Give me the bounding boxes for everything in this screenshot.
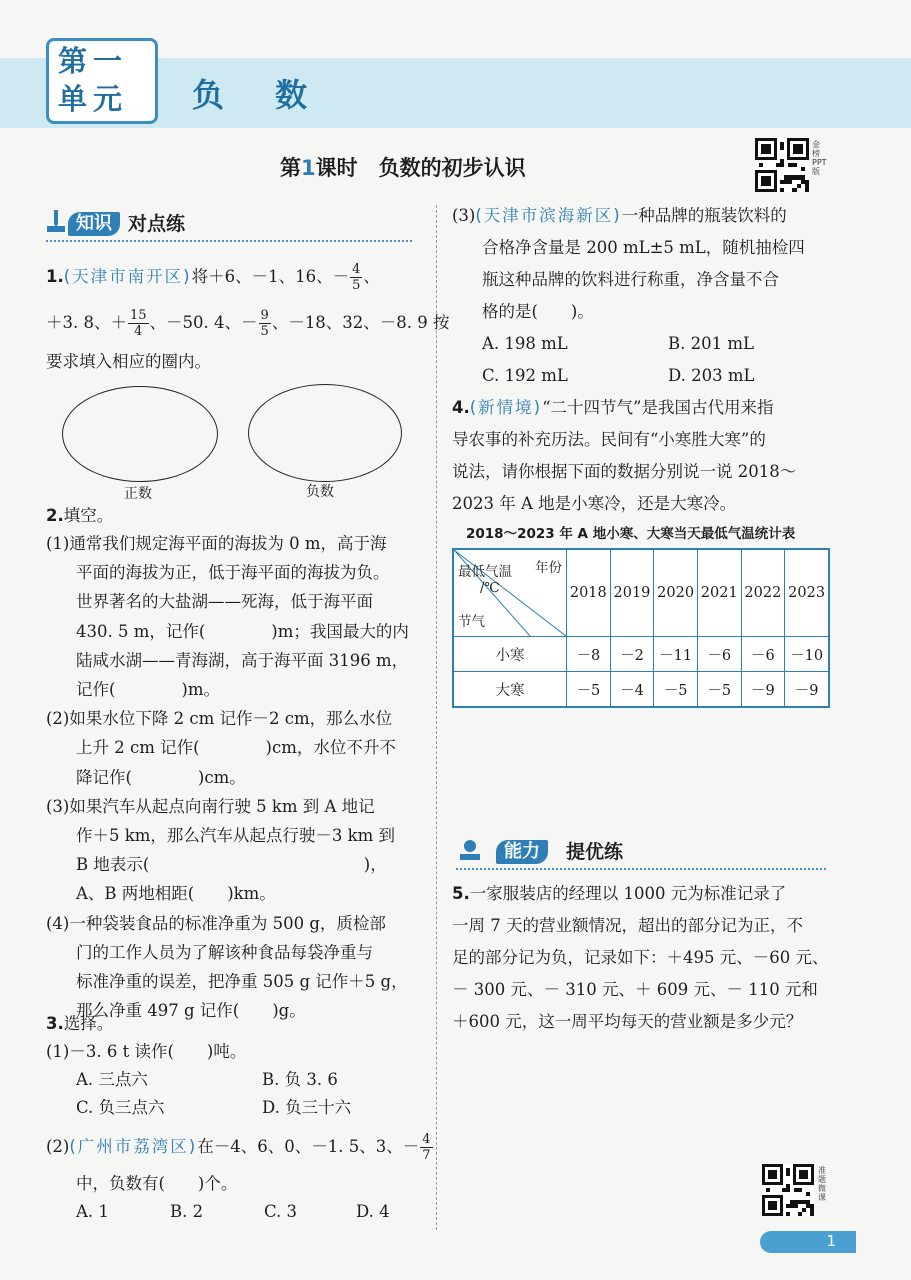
fraction: $\frac{4}{7}$ bbox=[422, 1132, 431, 1163]
diag-temp-label: 最低气温 bbox=[458, 564, 512, 580]
value-cell: －6 bbox=[741, 637, 785, 672]
table-row bbox=[453, 637, 829, 672]
q2-line: (2)如果水位下降 2 cm 记作－2 cm，那么水位 bbox=[46, 709, 393, 729]
year-cell: 2022 bbox=[741, 549, 785, 637]
q3-part2-line2: 中，负数有( )个。 bbox=[76, 1174, 238, 1193]
q3-part3-line3: 瓶这种品牌的饮料进行称重，净含量不合 bbox=[482, 270, 779, 289]
q3-p2-opt-c[interactable]: C. 3 bbox=[264, 1202, 298, 1221]
pencil-book-icon bbox=[46, 208, 66, 236]
q2-line: 记作( )m。 bbox=[76, 680, 221, 699]
year-cell: 2023 bbox=[785, 549, 829, 637]
q2-line: 那么净重 497 g 记作( )g。 bbox=[76, 1001, 306, 1021]
q4-line4: 2023 年 A 地是小寒冷，还是大寒冷。 bbox=[452, 494, 737, 513]
q2-line: 标准净重的误差，把净重 505 g 记作＋5 g， bbox=[76, 972, 408, 991]
q2-line: 430. 5 m，记作( )m；我国最大的内 bbox=[76, 621, 409, 641]
diagonal-header-cell bbox=[453, 549, 567, 637]
positive-number-circle[interactable] bbox=[62, 386, 218, 482]
q1-line1: 1.(天津市南开区)将＋6、－1、16、－ $\frac{4}{5}$ 、 bbox=[46, 262, 380, 293]
page-number: 1 bbox=[826, 1232, 836, 1250]
q3-title: 3.选择。 bbox=[46, 1014, 114, 1033]
qr-caption: 准题微课 bbox=[818, 1166, 826, 1202]
q5-line4: － 300 元、－ 310 元、＋ 609 元、－ 110 元和 bbox=[452, 980, 818, 999]
diag-temp-unit: /℃ bbox=[480, 580, 500, 596]
year-cell: 2018 bbox=[567, 549, 611, 637]
q2-line: 上升 2 cm 记作( )cm，水位不升不 bbox=[76, 738, 396, 758]
value-cell: －11 bbox=[654, 637, 698, 672]
qr-code-icon[interactable] bbox=[762, 1164, 814, 1216]
book-lamp-icon bbox=[456, 836, 484, 864]
q4-line2: 导农事的补充历法。民间有“小寒胜大寒”的 bbox=[452, 430, 766, 449]
table-row bbox=[453, 672, 829, 708]
q3-p3-opt-c[interactable]: C. 192 mL bbox=[482, 366, 568, 385]
row-label: 小寒 bbox=[453, 637, 567, 672]
q3-p1-opt-a[interactable]: A. 三点六 bbox=[76, 1070, 148, 1089]
q2-line: (1)通常我们规定海平面的海拔为 0 m，高于海 bbox=[46, 534, 387, 553]
q4-line1: 4.(新情境)“二十四节气”是我国古代用来指 bbox=[452, 398, 774, 417]
diag-year-label: 年份 bbox=[535, 560, 562, 576]
value-cell: －9 bbox=[741, 672, 785, 708]
q2-line: 门的工作人员为了解该种食品每袋净重与 bbox=[76, 942, 373, 962]
q3-p2-opt-b[interactable]: B. 2 bbox=[170, 1202, 204, 1221]
q3-p3-opt-d[interactable]: D. 203 mL bbox=[668, 366, 755, 385]
value-cell: －2 bbox=[610, 637, 654, 672]
section-title: 对点练 bbox=[128, 213, 186, 235]
q4-line3: 说法，请你根据下面的数据分别说一说 2018～ bbox=[452, 462, 797, 481]
diag-term-label: 节气 bbox=[458, 614, 485, 630]
q3-part3-line4: 格的是( )。 bbox=[482, 302, 594, 321]
value-cell: －5 bbox=[697, 672, 741, 708]
year-cell: 2020 bbox=[654, 549, 698, 637]
q2-line: 降记作( )cm。 bbox=[76, 767, 246, 787]
q3-p2-opt-d[interactable]: D. 4 bbox=[356, 1202, 390, 1221]
q2-line: 陆咸水湖——青海湖，高于海平面 3196 m， bbox=[76, 650, 409, 670]
q5-line3: 足的部分记为负，记录如下：＋495 元、－60 元、 bbox=[452, 948, 829, 967]
year-cell: 2021 bbox=[697, 549, 741, 637]
value-cell: －5 bbox=[654, 672, 698, 708]
negative-number-circle[interactable] bbox=[248, 384, 402, 482]
page-number-tab bbox=[760, 1231, 856, 1253]
negative-label: 负数 bbox=[306, 484, 334, 500]
positive-label: 正数 bbox=[124, 486, 152, 502]
q3-p1-opt-c[interactable]: C. 负三点六 bbox=[76, 1098, 165, 1117]
q2-line: A、B 两地相距( )km。 bbox=[76, 884, 276, 904]
section-tag: 知识 bbox=[68, 212, 120, 236]
row-label: 大寒 bbox=[453, 672, 567, 708]
q5-line5: ＋600 元，这一周平均每天的营业额是多少元？ bbox=[452, 1012, 803, 1031]
section-rule bbox=[456, 868, 826, 870]
q5-line1: 5.一家服装店的经理以 1000 元为标准记录了 bbox=[452, 884, 787, 903]
q2-line: (3)如果汽车从起点向南行驶 5 km 到 A 地记 bbox=[46, 796, 375, 816]
unit-title: 负 数 bbox=[192, 76, 328, 114]
year-cell: 2019 bbox=[610, 549, 654, 637]
value-cell: －10 bbox=[785, 637, 829, 672]
fraction: $\frac{9}{5}$ bbox=[260, 308, 269, 339]
value-cell: －4 bbox=[610, 672, 654, 708]
section-tag: 能力 bbox=[496, 840, 548, 864]
temperature-table bbox=[452, 548, 830, 708]
fraction: $\frac{15}{4}$ bbox=[130, 308, 147, 339]
value-cell: －6 bbox=[697, 637, 741, 672]
q3-p3-opt-a[interactable]: A. 198 mL bbox=[482, 334, 568, 353]
q3-p1-opt-d[interactable]: D. 负三十六 bbox=[262, 1098, 352, 1117]
q3-part2-line1: (2)(广州市荔湾区)在－4、6、0、－1. 5、3、－ $\frac{4}{7}$ bbox=[46, 1132, 431, 1163]
table-header-row bbox=[453, 549, 829, 637]
q1-line3: 要求填入相应的圈内。 bbox=[46, 352, 211, 371]
qr-caption: 金榜PPT版 bbox=[812, 140, 827, 176]
unit-label: 第一 单元 bbox=[58, 44, 129, 116]
q2-title: 2.填空。 bbox=[46, 506, 114, 525]
q3-p3-opt-b[interactable]: B. 201 mL bbox=[668, 334, 754, 353]
q3-part3-line1: (3)(天津市滨海新区)一种品牌的瓶装饮料的 bbox=[452, 206, 787, 225]
qr-code-icon[interactable] bbox=[755, 138, 809, 192]
q5-line2: 一周 7 天的营业额情况，超出的部分记为正，不 bbox=[452, 916, 803, 935]
value-cell: －8 bbox=[567, 637, 611, 672]
section-title: 提优练 bbox=[566, 841, 624, 863]
q3-p2-opt-a[interactable]: A. 1 bbox=[76, 1202, 109, 1221]
value-cell: －5 bbox=[567, 672, 611, 708]
value-cell: －9 bbox=[785, 672, 829, 708]
q1-line2: ＋3. 8、＋ $\frac{15}{4}$ 、－50. 4、－ $\frac{9}{5}$ 、－18、32、－8. 9 按 bbox=[46, 308, 450, 339]
section-knowledge bbox=[46, 208, 418, 242]
table-title: 2018～2023 年 A 地小寒、大寒当天最低气温统计表 bbox=[466, 526, 796, 542]
q3-p1-opt-b[interactable]: B. 负 3. 6 bbox=[262, 1070, 338, 1089]
q2-line: 作＋5 km，那么汽车从起点行驶－3 km 到 bbox=[76, 826, 396, 845]
section-rule bbox=[46, 240, 412, 242]
lesson-title: 第1课时 负数的初步认识 bbox=[280, 156, 526, 180]
section-ability bbox=[456, 836, 832, 870]
column-divider bbox=[436, 205, 437, 1230]
q2-line: (4)一种袋装食品的标准净重为 500 g，质检部 bbox=[46, 913, 386, 933]
q2-line: 平面的海拔为正，低于海平面的海拔为负。 bbox=[76, 563, 390, 583]
q2-line: 世界著名的大盐湖——死海，低于海平面 bbox=[76, 592, 373, 612]
q3-part1: (1)－3. 6 t 读作( )吨。 bbox=[46, 1042, 247, 1061]
fraction: $\frac{4}{5}$ bbox=[352, 262, 361, 293]
q2-line: B 地表示( )， bbox=[76, 855, 387, 875]
q3-part3-line2: 合格净含量是 200 mL±5 mL，随机抽检四 bbox=[482, 238, 805, 257]
